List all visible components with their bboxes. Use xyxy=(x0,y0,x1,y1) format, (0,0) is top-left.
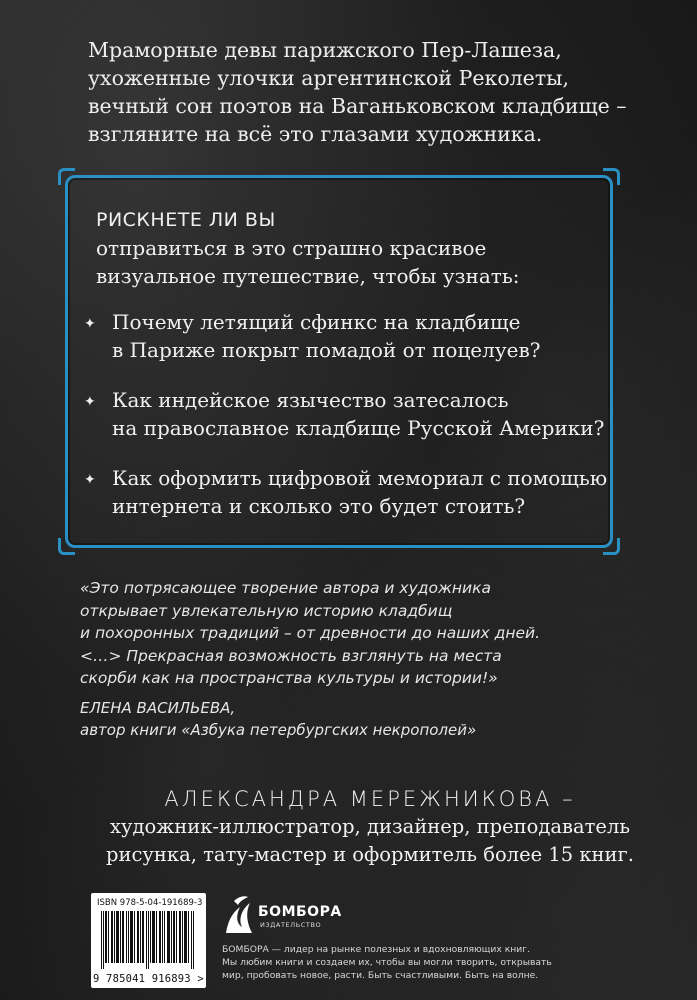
quote-attribution xyxy=(80,697,640,741)
bullet-line: Как индейское язычество затесалось xyxy=(112,388,509,412)
bullet-line: на православное кладбище Русской Америки? xyxy=(112,416,605,440)
quote-line: открывает увлекательную историю кладбищ xyxy=(80,601,453,620)
frame-content xyxy=(84,206,608,520)
intro-line: вечный сон поэтов на Ваганьковском кладбище – xyxy=(88,94,627,118)
isbn-barcode xyxy=(91,893,206,988)
question-frame xyxy=(65,175,613,548)
quote-line: скорби как на пространства культуры и истории!» xyxy=(80,669,498,687)
author-bio xyxy=(60,785,680,869)
publisher-text-line: мир, пробовать новое, расти. Быть счастливыми. Быть на волне. xyxy=(222,970,539,981)
frame-heading: РИСКНЕТЕ ЛИ ВЫ xyxy=(96,209,276,231)
star-bullet-icon: ✦ xyxy=(84,472,96,488)
bullet-line: Как оформить цифровой мемориал с помощью xyxy=(112,466,608,490)
intro-line: взгляните на всё это глазами художника. xyxy=(88,122,543,146)
bombora-wave-icon xyxy=(222,893,256,937)
question-bullet xyxy=(84,308,590,364)
question-bullet xyxy=(84,386,605,442)
publisher-text-line: БОМБОРА — лидер на рынке полезных и вдохновляющих книг. xyxy=(222,944,531,955)
barcode-digits: 9 785041 916893 > xyxy=(93,973,204,985)
frame-corner-ornament xyxy=(603,168,620,185)
author-name: АЛЕКСАНДРА МЕРЕЖНИКОВА – xyxy=(164,787,576,811)
quote-line: <…> Прекрасная возможность взглянуть на места xyxy=(80,646,502,665)
barcode-bars xyxy=(101,911,196,969)
frame-lead-line: отправиться в это страшно красивое xyxy=(96,236,487,260)
publisher-logo xyxy=(222,893,342,938)
frame-lead-line: визуальное путешествие, чтобы узнать: xyxy=(96,264,520,288)
frame-corner-ornament xyxy=(58,168,75,185)
review-quote xyxy=(80,577,640,690)
publisher-description xyxy=(222,943,692,982)
question-bullet xyxy=(84,464,608,520)
quote-author-name: ЕЛЕНА ВАСИЛЬЕВА, xyxy=(80,699,236,717)
frame-corner-ornament xyxy=(603,538,620,555)
star-bullet-icon: ✦ xyxy=(84,394,96,410)
star-bullet-icon: ✦ xyxy=(84,316,96,332)
bullet-line: Почему летящий сфинкс на кладбище xyxy=(112,310,521,334)
author-bio-line: художник-иллюстратор, дизайнер, преподаватель xyxy=(110,815,630,838)
frame-corner-ornament xyxy=(58,538,75,555)
publisher-subtitle: ИЗДАТЕЛЬСТВО xyxy=(260,921,322,929)
intro-line: Мраморные девы парижского Пер-Лашеза, xyxy=(88,38,562,62)
intro-line: ухоженные улочки аргентинской Реколеты, xyxy=(88,66,569,90)
intro-text xyxy=(88,36,668,148)
bullet-line: в Париже покрыт помадой от поцелуев? xyxy=(112,338,541,362)
quote-line: и похоронных традиций – от древности до наших дней. xyxy=(80,624,540,642)
isbn-label: ISBN 978-5-04-191689-3 xyxy=(97,898,203,908)
quote-author-desc: автор книги «Азбука петербургских некрополей» xyxy=(80,721,477,739)
bullet-line: интернета и сколько это будет стоить? xyxy=(112,494,526,518)
author-bio-line: рисунка, тату-мастер и оформитель более 15 книг. xyxy=(106,843,634,866)
publisher-name: БОМБОРА xyxy=(258,904,342,920)
publisher-text-line: Мы любим книги и создаем их, чтобы вы могли творить, открывать xyxy=(222,957,552,968)
quote-line: «Это потрясающее творение автора и художника xyxy=(80,579,491,597)
